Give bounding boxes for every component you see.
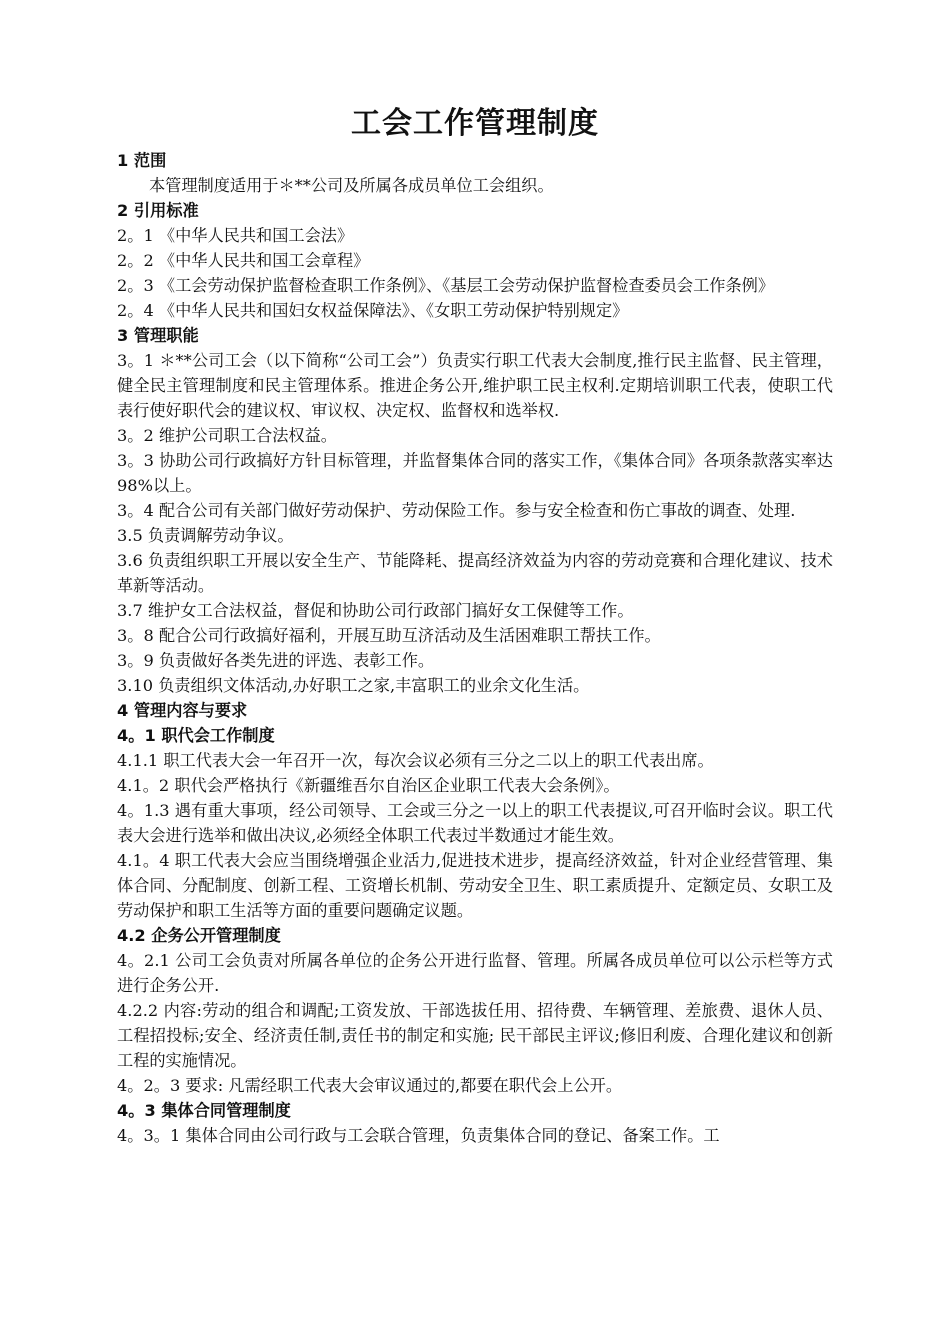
document-title: 工会工作管理制度 — [351, 106, 599, 141]
section-heading: 4 管理内容与要求 — [117, 701, 248, 720]
section-heading: 1 范围 — [117, 151, 167, 170]
list-item: 3.10 负责组织文体活动,办好职工之家,丰富职工的业余文化生活。 — [117, 676, 590, 695]
list-item: 3。9 负责做好各类先进的评选、表彰工作。 — [117, 651, 435, 670]
list-item: 4。3。1 集体合同由公司行政与工会联合管理，负责集体合同的登记、备案工作。工 — [117, 1126, 720, 1145]
list-item: 3。2 维护公司职工合法权益。 — [117, 426, 337, 445]
list-item: 3.5 负责调解劳动争议。 — [117, 526, 294, 545]
paragraph: 3.6 负责组织职工开展以安全生产、节能降耗、提高经济效益为内容的劳动竞赛和合理化建议、技术革新等活动。 — [117, 551, 833, 595]
list-item: 3.7 维护女工合法权益，督促和协助公司行政部门搞好女工保健等工作。 — [117, 601, 634, 620]
paragraph: 3。4 配合公司有关部门做好劳动保护、劳动保险工作。参与安全检查和伤亡事故的调查、处理. — [117, 501, 796, 520]
paragraph: 2。3 《工会劳动保护监督检查职工作条例》、《基层工会劳动保护监督检查委员会工作条例》 — [117, 276, 775, 295]
paragraph: 4。2.1 公司工会负责对所属各单位的企务公开进行监督、管理。所属各成员单位可以公示栏等方式进行企务公开. — [117, 951, 833, 995]
paragraph: 3。3 协助公司行政搞好方针目标管理，并监督集体合同的落实工作，《集体合同》各项条款落实率达98%以上。 — [117, 451, 833, 495]
section-heading: 4。1 职代会工作制度 — [117, 726, 275, 745]
list-item: 2。1 《中华人民共和国工会法》 — [117, 226, 354, 245]
list-item: 4。2。3 要求: 凡需经职工代表大会审议通过的,都要在职代会上公开。 — [117, 1076, 623, 1095]
paragraph: 本管理制度适用于＊**公司及所属各成员单位工会组织。 — [149, 176, 554, 195]
list-item: 4.1.1 职工代表大会一年召开一次，每次会议必须有三分之二以上的职工代表出席。 — [117, 751, 714, 770]
section-heading: 2 引用标准 — [117, 201, 199, 220]
section-heading: 4。3 集体合同管理制度 — [117, 1101, 291, 1120]
document-page — [117, 100, 833, 1148]
list-item: 2。2 《中华人民共和国工会章程》 — [117, 251, 370, 270]
paragraph: 4。1.3 遇有重大事项，经公司领导、工会或三分之一以上的职工代表提议,可召开临时会议。职工代表大会进行选举和做出决议,必须经全体职工代表过半数通过才能生效。 — [117, 801, 833, 845]
document-body — [117, 148, 833, 1148]
paragraph: 4.1。4 职工代表大会应当围绕增强企业活力,促进技术进步，提高经济效益，针对企业经营管理、集体合同、分配制度、创新工程、工资增长机制、劳动安全卫生、职工素质提升、定额定员、女职工及劳动保护和职工生活等方面的重要问题确定议题。 — [117, 851, 833, 920]
paragraph: 4.2.2 内容:劳动的组合和调配;工资发放、干部选拔任用、招待费、车辆管理、差旅费、退休人员、工程招投标;安全、经济责任制,责任书的制定和实施; 民干部民主评议;修旧利废、合理化建议和创新工程的实施情况。 — [117, 1001, 833, 1070]
list-item: 2。4 《中华人民共和国妇女权益保障法》、《女职工劳动保护特别规定》 — [117, 301, 629, 320]
list-item: 3。8 配合公司行政搞好福利，开展互助互济活动及生活困难职工帮扶工作。 — [117, 626, 661, 645]
list-item: 4.1。2 职代会严格执行《新疆维吾尔自治区企业职工代表大会条例》。 — [117, 776, 620, 795]
paragraph: 3。1 ＊**公司工会（以下简称“公司工会”）负责实行职工代表大会制度,推行民主监督、民主管理，健全民主管理制度和民主管理体系。推进企务公开,维护职工民主权利.定期培训职工代表，使职工代表行使好职代会的建议权、审议权、决定权、监督权和选举权. — [117, 351, 833, 420]
section-heading: 3 管理职能 — [117, 326, 199, 345]
section-heading: 4.2 企务公开管理制度 — [117, 926, 281, 945]
